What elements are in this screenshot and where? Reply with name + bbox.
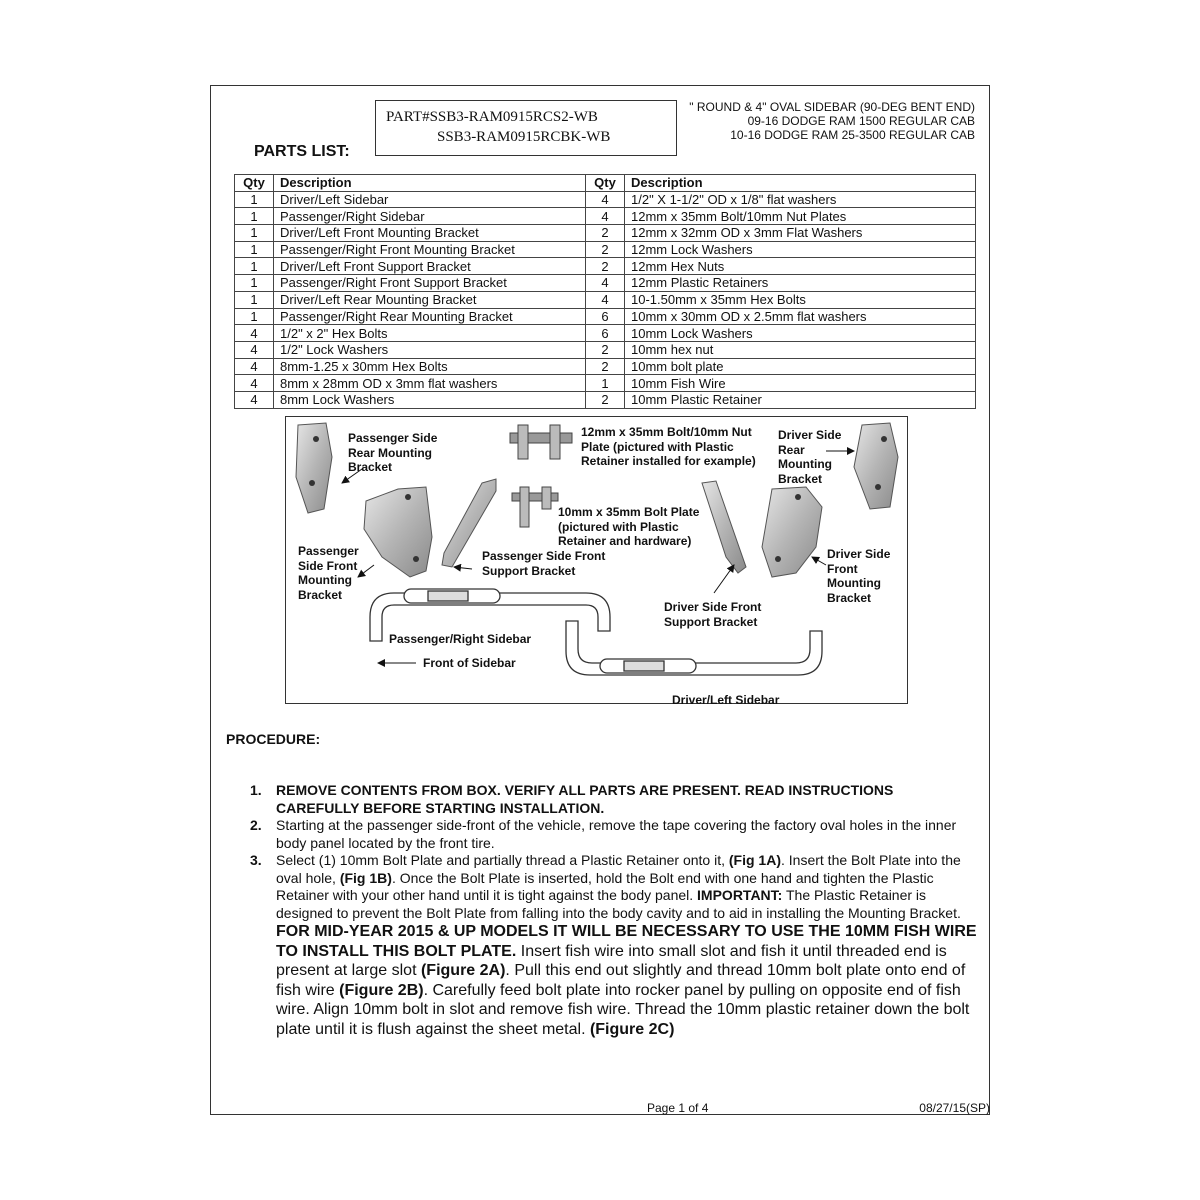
step-3-text-a: Select (1) 10mm Bolt Plate and partially thread a Plastic Retainer onto it, — [276, 852, 729, 868]
table-row — [235, 325, 976, 342]
driver-rear-bracket-image — [854, 423, 898, 509]
table-row — [235, 308, 976, 325]
step-3 — [250, 852, 980, 1039]
description-cell: 1/2" Lock Washers — [274, 341, 586, 358]
qty-cell: 4 — [586, 275, 625, 292]
description-cell: 8mm x 28mm OD x 3mm flat washers — [274, 375, 586, 392]
procedure-title: PROCEDURE: — [226, 731, 321, 747]
col-qty-2: Qty — [586, 175, 625, 192]
description-cell: Passenger/Right Sidebar — [274, 208, 586, 225]
revision-date: 08/27/15(SP) — [919, 1101, 990, 1115]
qty-cell: 6 — [586, 325, 625, 342]
step-3-text-g: The Plastic Retainer is designed to prevent the Bolt Plate from falling into the body cavity and to aid in installing the Mounting Bracket. — [276, 887, 961, 921]
label-ps-rear-bracket: Passenger Side Rear Mounting Bracket — [348, 431, 438, 474]
qty-cell: 4 — [235, 325, 274, 342]
bolt-nut-plate-image — [510, 425, 572, 459]
qty-cell: 2 — [586, 341, 625, 358]
description-cell: 8mm-1.25 x 30mm Hex Bolts — [274, 358, 586, 375]
step-3-ref-fig2b: (Figure 2B) — [339, 981, 424, 999]
qty-cell: 4 — [586, 208, 625, 225]
qty-cell: 1 — [235, 308, 274, 325]
description-cell: 10mm Plastic Retainer — [625, 391, 976, 408]
page-number: Page 1 of 4 — [647, 1101, 709, 1115]
part-number-1: PART#SSB3-RAM0915RCS2-WB — [386, 109, 598, 125]
step-3-number: 3. — [250, 852, 262, 868]
step-3-important: IMPORTANT: — [697, 887, 783, 903]
step-3-ref-fig2c: (Figure 2C) — [589, 1020, 675, 1038]
step-2-number: 2. — [250, 817, 262, 833]
step-3-midyear-note: FOR MID-YEAR 2015 & UP MODELS IT WILL BE NECESSARY TO USE THE 10MM FISH WIRE TO INSTALL THIS BOLT PLATE. — [276, 923, 977, 960]
qty-cell: 1 — [235, 275, 274, 292]
bolt-plate-10mm-image — [512, 487, 558, 527]
parts-table — [234, 174, 976, 409]
description-cell: 12mm x 35mm Bolt/10mm Nut Plates — [625, 208, 976, 225]
description-cell: Driver/Left Sidebar — [274, 191, 586, 208]
label-bolt-plate-10mm: 10mm x 35mm Bolt Plate (pictured with Plastic Retainer and hardware) — [558, 505, 700, 548]
description-cell: 1/2" x 2" Hex Bolts — [274, 325, 586, 342]
qty-cell: 1 — [235, 208, 274, 225]
description-cell: 12mm x 32mm OD x 3mm Flat Washers — [625, 225, 976, 242]
parts-table-header — [235, 175, 976, 192]
description-cell: 10mm hex nut — [625, 341, 976, 358]
step-1 — [250, 782, 980, 817]
driver-support-bracket-image — [702, 481, 746, 573]
description-cell: 10-1.50mm x 35mm Hex Bolts — [625, 291, 976, 308]
table-row — [235, 191, 976, 208]
description-cell: Driver/Left Front Mounting Bracket — [274, 225, 586, 242]
col-qty-1: Qty — [235, 175, 274, 192]
driver-sidebar-image — [566, 621, 822, 675]
table-row — [235, 208, 976, 225]
product-desc-line3: 10-16 DODGE RAM 25-3500 REGULAR CAB — [730, 128, 975, 142]
parts-list-title: PARTS LIST: — [254, 143, 350, 160]
step-3-ref-fig1b: (Fig 1B) — [339, 869, 392, 886]
description-cell: 10mm bolt plate — [625, 358, 976, 375]
description-cell: 10mm Lock Washers — [625, 325, 976, 342]
step-3-text-k: . Pull this end out slightly and thread 10mm bolt plate onto end of fish wire — [276, 962, 966, 999]
qty-cell: 2 — [586, 241, 625, 258]
qty-cell: 1 — [586, 375, 625, 392]
col-desc-2: Description — [625, 175, 976, 192]
step-3-text-e: . Once the Bolt Plate is inserted, hold the Bolt end with one hand and tighten the Plastic Retainer with your other hand until it is tight against the body panel. — [276, 869, 934, 903]
qty-cell: 4 — [235, 375, 274, 392]
description-cell: 8mm Lock Washers — [274, 391, 586, 408]
step-1-text: REMOVE CONTENTS FROM BOX. VERIFY ALL PARTS ARE PRESENT. READ INSTRUCTIONS CAREFULLY BEFORE STARTING INSTALLATION. — [276, 782, 894, 816]
qty-cell: 1 — [235, 241, 274, 258]
driver-front-bracket-image — [762, 487, 822, 577]
table-row — [235, 225, 976, 242]
qty-cell: 4 — [235, 391, 274, 408]
part-number-box — [375, 100, 677, 156]
label-ps-front-support: Passenger Side Front Support Bracket — [482, 549, 606, 578]
step-3-text-c: . Insert the Bolt Plate into the oval hole, — [276, 852, 961, 886]
procedure-steps — [250, 782, 980, 1039]
table-row — [235, 275, 976, 292]
description-cell: Driver/Left Front Support Bracket — [274, 258, 586, 275]
product-desc-line1: " ROUND & 4" OVAL SIDEBAR (90-DEG BENT END) — [689, 100, 975, 114]
step-3-fishwire-paragraph — [276, 922, 980, 1039]
qty-cell: 4 — [235, 358, 274, 375]
qty-cell: 2 — [586, 258, 625, 275]
table-row — [235, 341, 976, 358]
step-3-ref-fig1a: (Fig 1A) — [728, 852, 781, 868]
description-cell: Passenger/Right Front Mounting Bracket — [274, 241, 586, 258]
passenger-rear-bracket-image — [296, 423, 332, 513]
table-row — [235, 358, 976, 375]
qty-cell: 1 — [235, 291, 274, 308]
step-3-ref-fig2a: (Figure 2A) — [420, 962, 506, 979]
description-cell: Passenger/Right Front Support Bracket — [274, 275, 586, 292]
product-description — [689, 100, 975, 142]
table-row — [235, 375, 976, 392]
description-cell: Driver/Left Rear Mounting Bracket — [274, 291, 586, 308]
label-ds-front-bracket: Driver Side Front Mounting Bracket — [827, 547, 891, 605]
part-number-2: SSB3-RAM0915RCBK-WB — [437, 129, 611, 145]
step-3-text-m: . Carefully feed bolt plate into rocker panel by pulling on opposite end of fish wire. Align 10mm bolt in slot and remove fish wire. Thread the 10mm plastic retainer down the bolt plate until it is flush against the sheet metal. — [276, 981, 970, 1038]
table-row — [235, 391, 976, 408]
qty-cell: 6 — [586, 308, 625, 325]
description-cell: 10mm x 30mm OD x 2.5mm flat washers — [625, 308, 976, 325]
description-cell: 10mm Fish Wire — [625, 375, 976, 392]
qty-cell: 2 — [586, 391, 625, 408]
step-2 — [250, 817, 980, 852]
label-passenger-sidebar: Passenger/Right Sidebar — [389, 632, 532, 646]
qty-cell: 4 — [586, 191, 625, 208]
table-row — [235, 258, 976, 275]
table-row — [235, 291, 976, 308]
qty-cell: 2 — [586, 358, 625, 375]
label-bolt-nut-plate: 12mm x 35mm Bolt/10mm Nut Plate (pictured with Plastic Retainer installed for example) — [581, 425, 756, 468]
parts-diagram — [285, 416, 908, 707]
description-cell: Passenger/Right Rear Mounting Bracket — [274, 308, 586, 325]
label-ps-front-bracket: Passenger Side Front Mounting Bracket — [298, 544, 359, 602]
qty-cell: 4 — [586, 291, 625, 308]
label-ds-rear-bracket: Driver Side Rear Mounting Bracket — [778, 428, 842, 486]
description-cell: 12mm Hex Nuts — [625, 258, 976, 275]
step-2-text: Starting at the passenger side-front of the vehicle, remove the tape covering the factory oval holes in the inner body panel located by the front tire. — [276, 817, 957, 851]
description-cell: 12mm Plastic Retainers — [625, 275, 976, 292]
description-cell: 12mm Lock Washers — [625, 241, 976, 258]
passenger-front-bracket-image — [364, 487, 432, 577]
table-row — [235, 241, 976, 258]
product-desc-line2: 09-16 DODGE RAM 1500 REGULAR CAB — [747, 114, 975, 128]
qty-cell: 1 — [235, 191, 274, 208]
qty-cell: 2 — [586, 225, 625, 242]
label-front-of-sidebar: Front of Sidebar — [423, 656, 516, 670]
step-3-text-i: Insert fish wire into small slot and fish it until threaded end is present at large slot — [276, 942, 947, 979]
qty-cell: 4 — [235, 341, 274, 358]
label-driver-sidebar: Driver/Left Sidebar — [672, 693, 780, 707]
label-ds-front-support: Driver Side Front Support Bracket — [664, 600, 762, 629]
col-desc-1: Description — [274, 175, 586, 192]
qty-cell: 1 — [235, 225, 274, 242]
description-cell: 1/2" X 1-1/2" OD x 1/8" flat washers — [625, 191, 976, 208]
step-1-number: 1. — [250, 782, 262, 798]
qty-cell: 1 — [235, 258, 274, 275]
